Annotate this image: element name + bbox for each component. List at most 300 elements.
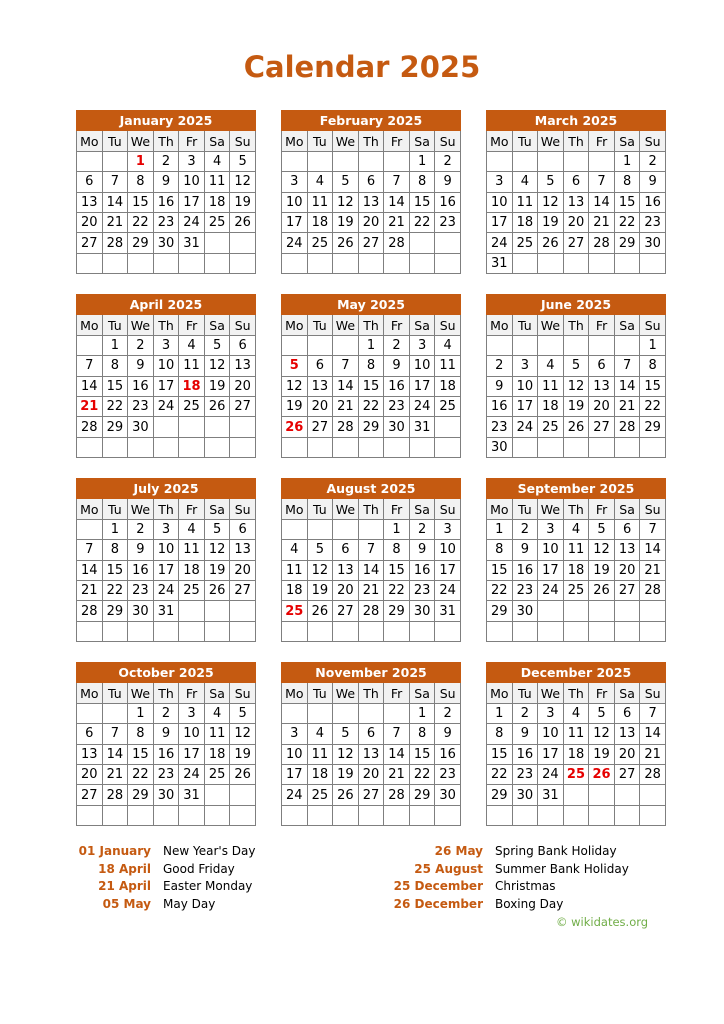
day-cell: 14 (384, 192, 410, 212)
weekday-header: Su (230, 315, 256, 335)
empty-cell (230, 253, 256, 273)
day-cell: 30 (128, 601, 154, 621)
month-name: July 2025 (77, 479, 256, 499)
empty-cell (282, 805, 308, 825)
empty-cell (409, 437, 435, 457)
weekday-header: Sa (204, 315, 230, 335)
day-cell: 30 (487, 437, 513, 457)
day-cell: 21 (102, 212, 128, 232)
day-cell: 15 (640, 376, 666, 396)
empty-cell (102, 621, 128, 641)
day-cell: 10 (282, 192, 308, 212)
day-cell: 29 (358, 417, 384, 437)
day-cell: 15 (614, 192, 640, 212)
weekday-header: Sa (204, 131, 230, 151)
day-cell: 30 (512, 601, 538, 621)
month-name: September 2025 (487, 479, 666, 499)
empty-cell (102, 151, 128, 171)
day-cell: 22 (358, 396, 384, 416)
weekday-header: We (333, 131, 359, 151)
weekday-header: Th (153, 315, 179, 335)
empty-cell (333, 805, 359, 825)
day-cell: 19 (307, 580, 333, 600)
day-cell: 12 (204, 356, 230, 376)
weekday-header: Tu (512, 131, 538, 151)
week-row (77, 356, 256, 376)
holiday-row (390, 896, 629, 914)
day-cell: 20 (563, 212, 589, 232)
empty-cell (77, 151, 103, 171)
day-cell: 7 (77, 540, 103, 560)
day-cell: 11 (538, 376, 564, 396)
day-cell: 30 (128, 417, 154, 437)
week-row (282, 621, 461, 641)
day-cell: 4 (538, 356, 564, 376)
week-row (77, 417, 256, 437)
week-row (77, 703, 256, 723)
empty-cell (358, 437, 384, 457)
empty-cell (358, 805, 384, 825)
week-row (487, 212, 666, 232)
day-cell: 8 (409, 724, 435, 744)
day-cell: 14 (102, 192, 128, 212)
empty-cell (358, 519, 384, 539)
empty-cell (179, 417, 205, 437)
day-cell: 13 (333, 560, 359, 580)
week-row (487, 560, 666, 580)
weekday-header: Su (640, 131, 666, 151)
day-cell: 28 (640, 580, 666, 600)
day-cell: 30 (384, 417, 410, 437)
week-row (487, 437, 666, 457)
day-cell: 2 (128, 335, 154, 355)
day-cell: 19 (230, 192, 256, 212)
day-cell: 26 (589, 580, 615, 600)
day-cell: 29 (128, 785, 154, 805)
weekday-header: Su (640, 315, 666, 335)
week-row (77, 519, 256, 539)
week-row (487, 805, 666, 825)
day-cell: 27 (77, 233, 103, 253)
empty-cell (179, 437, 205, 457)
weekday-header: Mo (487, 131, 513, 151)
weekday-header: We (128, 131, 154, 151)
empty-cell (384, 703, 410, 723)
weekday-header: Sa (614, 499, 640, 519)
empty-cell (77, 703, 103, 723)
week-row (282, 580, 461, 600)
empty-cell (179, 621, 205, 641)
day-cell: 20 (230, 376, 256, 396)
weekday-header: Sa (409, 499, 435, 519)
day-cell: 19 (333, 212, 359, 232)
week-row (487, 172, 666, 192)
day-cell: 2 (512, 519, 538, 539)
weekday-header: Mo (487, 315, 513, 335)
day-cell: 10 (512, 376, 538, 396)
day-cell: 4 (204, 703, 230, 723)
empty-cell (409, 805, 435, 825)
day-cell: 21 (589, 212, 615, 232)
empty-cell (589, 253, 615, 273)
day-cell: 24 (282, 785, 308, 805)
holiday-row (390, 861, 629, 879)
day-cell: 14 (384, 744, 410, 764)
day-cell: 31 (153, 601, 179, 621)
day-cell: 19 (333, 764, 359, 784)
day-cell: 9 (128, 356, 154, 376)
weekday-header: Mo (282, 131, 308, 151)
holiday-name: Spring Bank Holiday (495, 844, 617, 858)
month-table (281, 662, 461, 826)
day-cell: 7 (384, 724, 410, 744)
day-cell: 15 (102, 560, 128, 580)
weekday-header: Th (563, 131, 589, 151)
month-table (486, 294, 666, 458)
weekday-header: Tu (307, 131, 333, 151)
month-name: October 2025 (77, 663, 256, 683)
day-cell: 12 (538, 192, 564, 212)
day-cell: 22 (487, 764, 513, 784)
weekday-header: We (128, 683, 154, 703)
day-cell: 16 (153, 744, 179, 764)
empty-cell (512, 621, 538, 641)
day-cell: 1 (614, 151, 640, 171)
day-cell: 17 (487, 212, 513, 232)
week-row (282, 519, 461, 539)
day-cell: 13 (589, 376, 615, 396)
day-cell: 2 (487, 356, 513, 376)
empty-cell (563, 805, 589, 825)
empty-cell (204, 785, 230, 805)
day-cell: 4 (307, 724, 333, 744)
day-cell: 5 (204, 335, 230, 355)
day-cell: 11 (204, 172, 230, 192)
day-cell: 3 (282, 172, 308, 192)
empty-cell (153, 805, 179, 825)
week-row (77, 396, 256, 416)
week-row (487, 703, 666, 723)
day-cell: 4 (512, 172, 538, 192)
day-cell: 16 (435, 192, 461, 212)
day-cell: 29 (640, 417, 666, 437)
day-cell: 29 (102, 601, 128, 621)
day-cell: 18 (307, 764, 333, 784)
holiday-date: 26 December (393, 896, 483, 911)
day-cell: 18 (179, 376, 205, 396)
month-name: May 2025 (282, 295, 461, 315)
day-cell: 6 (614, 703, 640, 723)
day-cell: 5 (333, 172, 359, 192)
weekday-header: Su (435, 131, 461, 151)
day-cell: 5 (589, 519, 615, 539)
holiday-name: Boxing Day (495, 896, 564, 911)
week-row (77, 744, 256, 764)
weekday-header: Tu (512, 683, 538, 703)
empty-cell (333, 253, 359, 273)
day-cell: 6 (230, 519, 256, 539)
day-cell: 20 (333, 580, 359, 600)
empty-cell (282, 621, 308, 641)
empty-cell (614, 805, 640, 825)
day-cell: 1 (128, 151, 154, 171)
day-cell: 24 (538, 580, 564, 600)
day-cell: 12 (589, 724, 615, 744)
day-cell: 6 (358, 724, 384, 744)
weekday-header: Fr (589, 315, 615, 335)
day-cell: 24 (153, 580, 179, 600)
day-cell: 23 (435, 764, 461, 784)
week-row (282, 560, 461, 580)
day-cell: 25 (179, 396, 205, 416)
day-cell: 19 (589, 744, 615, 764)
week-row (77, 192, 256, 212)
day-cell: 5 (333, 724, 359, 744)
empty-cell (102, 703, 128, 723)
day-cell: 18 (435, 376, 461, 396)
day-cell: 28 (102, 785, 128, 805)
empty-cell (538, 253, 564, 273)
week-row (77, 253, 256, 273)
weekday-header: Su (435, 499, 461, 519)
day-cell: 2 (640, 151, 666, 171)
day-cell: 9 (512, 724, 538, 744)
empty-cell (204, 233, 230, 253)
day-cell: 12 (230, 724, 256, 744)
day-cell: 16 (384, 376, 410, 396)
week-row (487, 151, 666, 171)
day-cell: 8 (409, 172, 435, 192)
weekday-header: Fr (179, 315, 205, 335)
day-cell: 24 (179, 764, 205, 784)
day-cell: 20 (614, 744, 640, 764)
empty-cell (487, 151, 513, 171)
day-cell: 23 (128, 580, 154, 600)
empty-cell (230, 601, 256, 621)
weekday-header: Sa (409, 131, 435, 151)
empty-cell (589, 437, 615, 457)
weekday-header: Fr (179, 499, 205, 519)
weekday-header: Su (640, 683, 666, 703)
day-cell: 11 (282, 560, 308, 580)
weekday-header: Th (563, 315, 589, 335)
day-cell: 11 (512, 192, 538, 212)
week-row (77, 621, 256, 641)
day-cell: 22 (102, 580, 128, 600)
empty-cell (102, 437, 128, 457)
empty-cell (563, 785, 589, 805)
day-cell: 23 (409, 580, 435, 600)
week-row (77, 785, 256, 805)
week-row (282, 417, 461, 437)
holiday-row (390, 878, 629, 896)
weekday-header: Su (230, 499, 256, 519)
day-cell: 27 (77, 785, 103, 805)
day-cell: 18 (563, 560, 589, 580)
month-table (486, 662, 666, 826)
empty-cell (307, 253, 333, 273)
week-row (487, 724, 666, 744)
week-row (77, 233, 256, 253)
day-cell: 2 (153, 151, 179, 171)
day-cell: 16 (409, 560, 435, 580)
week-row (282, 764, 461, 784)
empty-cell (102, 805, 128, 825)
day-cell: 9 (435, 172, 461, 192)
day-cell: 19 (204, 376, 230, 396)
holiday-list-right (390, 843, 629, 913)
day-cell: 10 (487, 192, 513, 212)
holiday-row (60, 861, 255, 879)
day-cell: 28 (384, 233, 410, 253)
week-row (282, 805, 461, 825)
day-cell: 26 (230, 212, 256, 232)
weekday-header: Th (358, 683, 384, 703)
day-cell: 11 (307, 192, 333, 212)
day-cell: 10 (435, 540, 461, 560)
holiday-row (60, 896, 255, 914)
day-cell: 27 (358, 233, 384, 253)
day-cell: 31 (487, 253, 513, 273)
day-cell: 11 (563, 540, 589, 560)
weekday-header: Tu (102, 683, 128, 703)
week-row (487, 192, 666, 212)
empty-cell (282, 519, 308, 539)
empty-cell (563, 601, 589, 621)
empty-cell (384, 253, 410, 273)
week-row (282, 785, 461, 805)
day-cell: 16 (512, 560, 538, 580)
empty-cell (204, 621, 230, 641)
day-cell: 21 (77, 396, 103, 416)
week-row (487, 764, 666, 784)
day-cell: 15 (409, 192, 435, 212)
week-row (77, 601, 256, 621)
weekday-header: Tu (102, 499, 128, 519)
day-cell: 1 (358, 335, 384, 355)
empty-cell (538, 437, 564, 457)
empty-cell (409, 253, 435, 273)
day-cell: 10 (179, 724, 205, 744)
week-row (282, 540, 461, 560)
day-cell: 11 (179, 540, 205, 560)
weekday-header: Th (563, 683, 589, 703)
day-cell: 28 (640, 764, 666, 784)
empty-cell (128, 437, 154, 457)
day-cell: 13 (307, 376, 333, 396)
day-cell: 17 (153, 376, 179, 396)
week-row (487, 356, 666, 376)
holiday-date: 18 April (98, 861, 151, 876)
day-cell: 30 (512, 785, 538, 805)
day-cell: 1 (487, 703, 513, 723)
day-cell: 10 (409, 356, 435, 376)
empty-cell (614, 335, 640, 355)
day-cell: 26 (589, 764, 615, 784)
day-cell: 4 (282, 540, 308, 560)
empty-cell (128, 805, 154, 825)
empty-cell (435, 417, 461, 437)
weekday-header: Th (563, 499, 589, 519)
day-cell: 20 (358, 212, 384, 232)
day-cell: 24 (512, 417, 538, 437)
day-cell: 26 (204, 396, 230, 416)
empty-cell (589, 785, 615, 805)
week-row (77, 805, 256, 825)
day-cell: 5 (230, 151, 256, 171)
day-cell: 26 (563, 417, 589, 437)
weekday-header: Tu (512, 499, 538, 519)
day-cell: 26 (282, 417, 308, 437)
day-cell: 21 (384, 212, 410, 232)
day-cell: 4 (179, 335, 205, 355)
empty-cell (589, 621, 615, 641)
empty-cell (640, 785, 666, 805)
weekday-header: Fr (384, 315, 410, 335)
day-cell: 16 (640, 192, 666, 212)
weekday-header: Tu (307, 499, 333, 519)
week-row (77, 151, 256, 171)
empty-cell (77, 335, 103, 355)
day-cell: 13 (614, 724, 640, 744)
day-cell: 26 (333, 785, 359, 805)
day-cell: 21 (614, 396, 640, 416)
empty-cell (640, 805, 666, 825)
day-cell: 27 (563, 233, 589, 253)
day-cell: 4 (563, 519, 589, 539)
day-cell: 18 (204, 744, 230, 764)
day-cell: 25 (563, 580, 589, 600)
day-cell: 30 (409, 601, 435, 621)
weekday-header: We (538, 499, 564, 519)
weekday-header: Mo (77, 131, 103, 151)
day-cell: 13 (77, 744, 103, 764)
empty-cell (358, 151, 384, 171)
week-row (282, 744, 461, 764)
day-cell: 7 (640, 703, 666, 723)
empty-cell (333, 703, 359, 723)
day-cell: 15 (409, 744, 435, 764)
day-cell: 16 (153, 192, 179, 212)
holiday-name: Christmas (495, 879, 556, 894)
empty-cell (640, 253, 666, 273)
day-cell: 7 (102, 172, 128, 192)
holiday-row (60, 878, 255, 896)
weekday-header: We (538, 683, 564, 703)
day-cell: 12 (307, 560, 333, 580)
weekday-header: Su (230, 683, 256, 703)
week-row (487, 580, 666, 600)
day-cell: 9 (384, 356, 410, 376)
day-cell: 27 (230, 396, 256, 416)
day-cell: 28 (358, 601, 384, 621)
day-cell: 2 (153, 703, 179, 723)
empty-cell (179, 253, 205, 273)
empty-cell (179, 601, 205, 621)
day-cell: 23 (384, 396, 410, 416)
day-cell: 2 (435, 151, 461, 171)
week-row (487, 376, 666, 396)
empty-cell (282, 703, 308, 723)
day-cell: 22 (384, 580, 410, 600)
day-cell: 31 (435, 601, 461, 621)
month-table (486, 110, 666, 274)
empty-cell (307, 519, 333, 539)
day-cell: 22 (102, 396, 128, 416)
weekday-header: Mo (77, 683, 103, 703)
month-name: February 2025 (282, 111, 461, 131)
day-cell: 6 (563, 172, 589, 192)
